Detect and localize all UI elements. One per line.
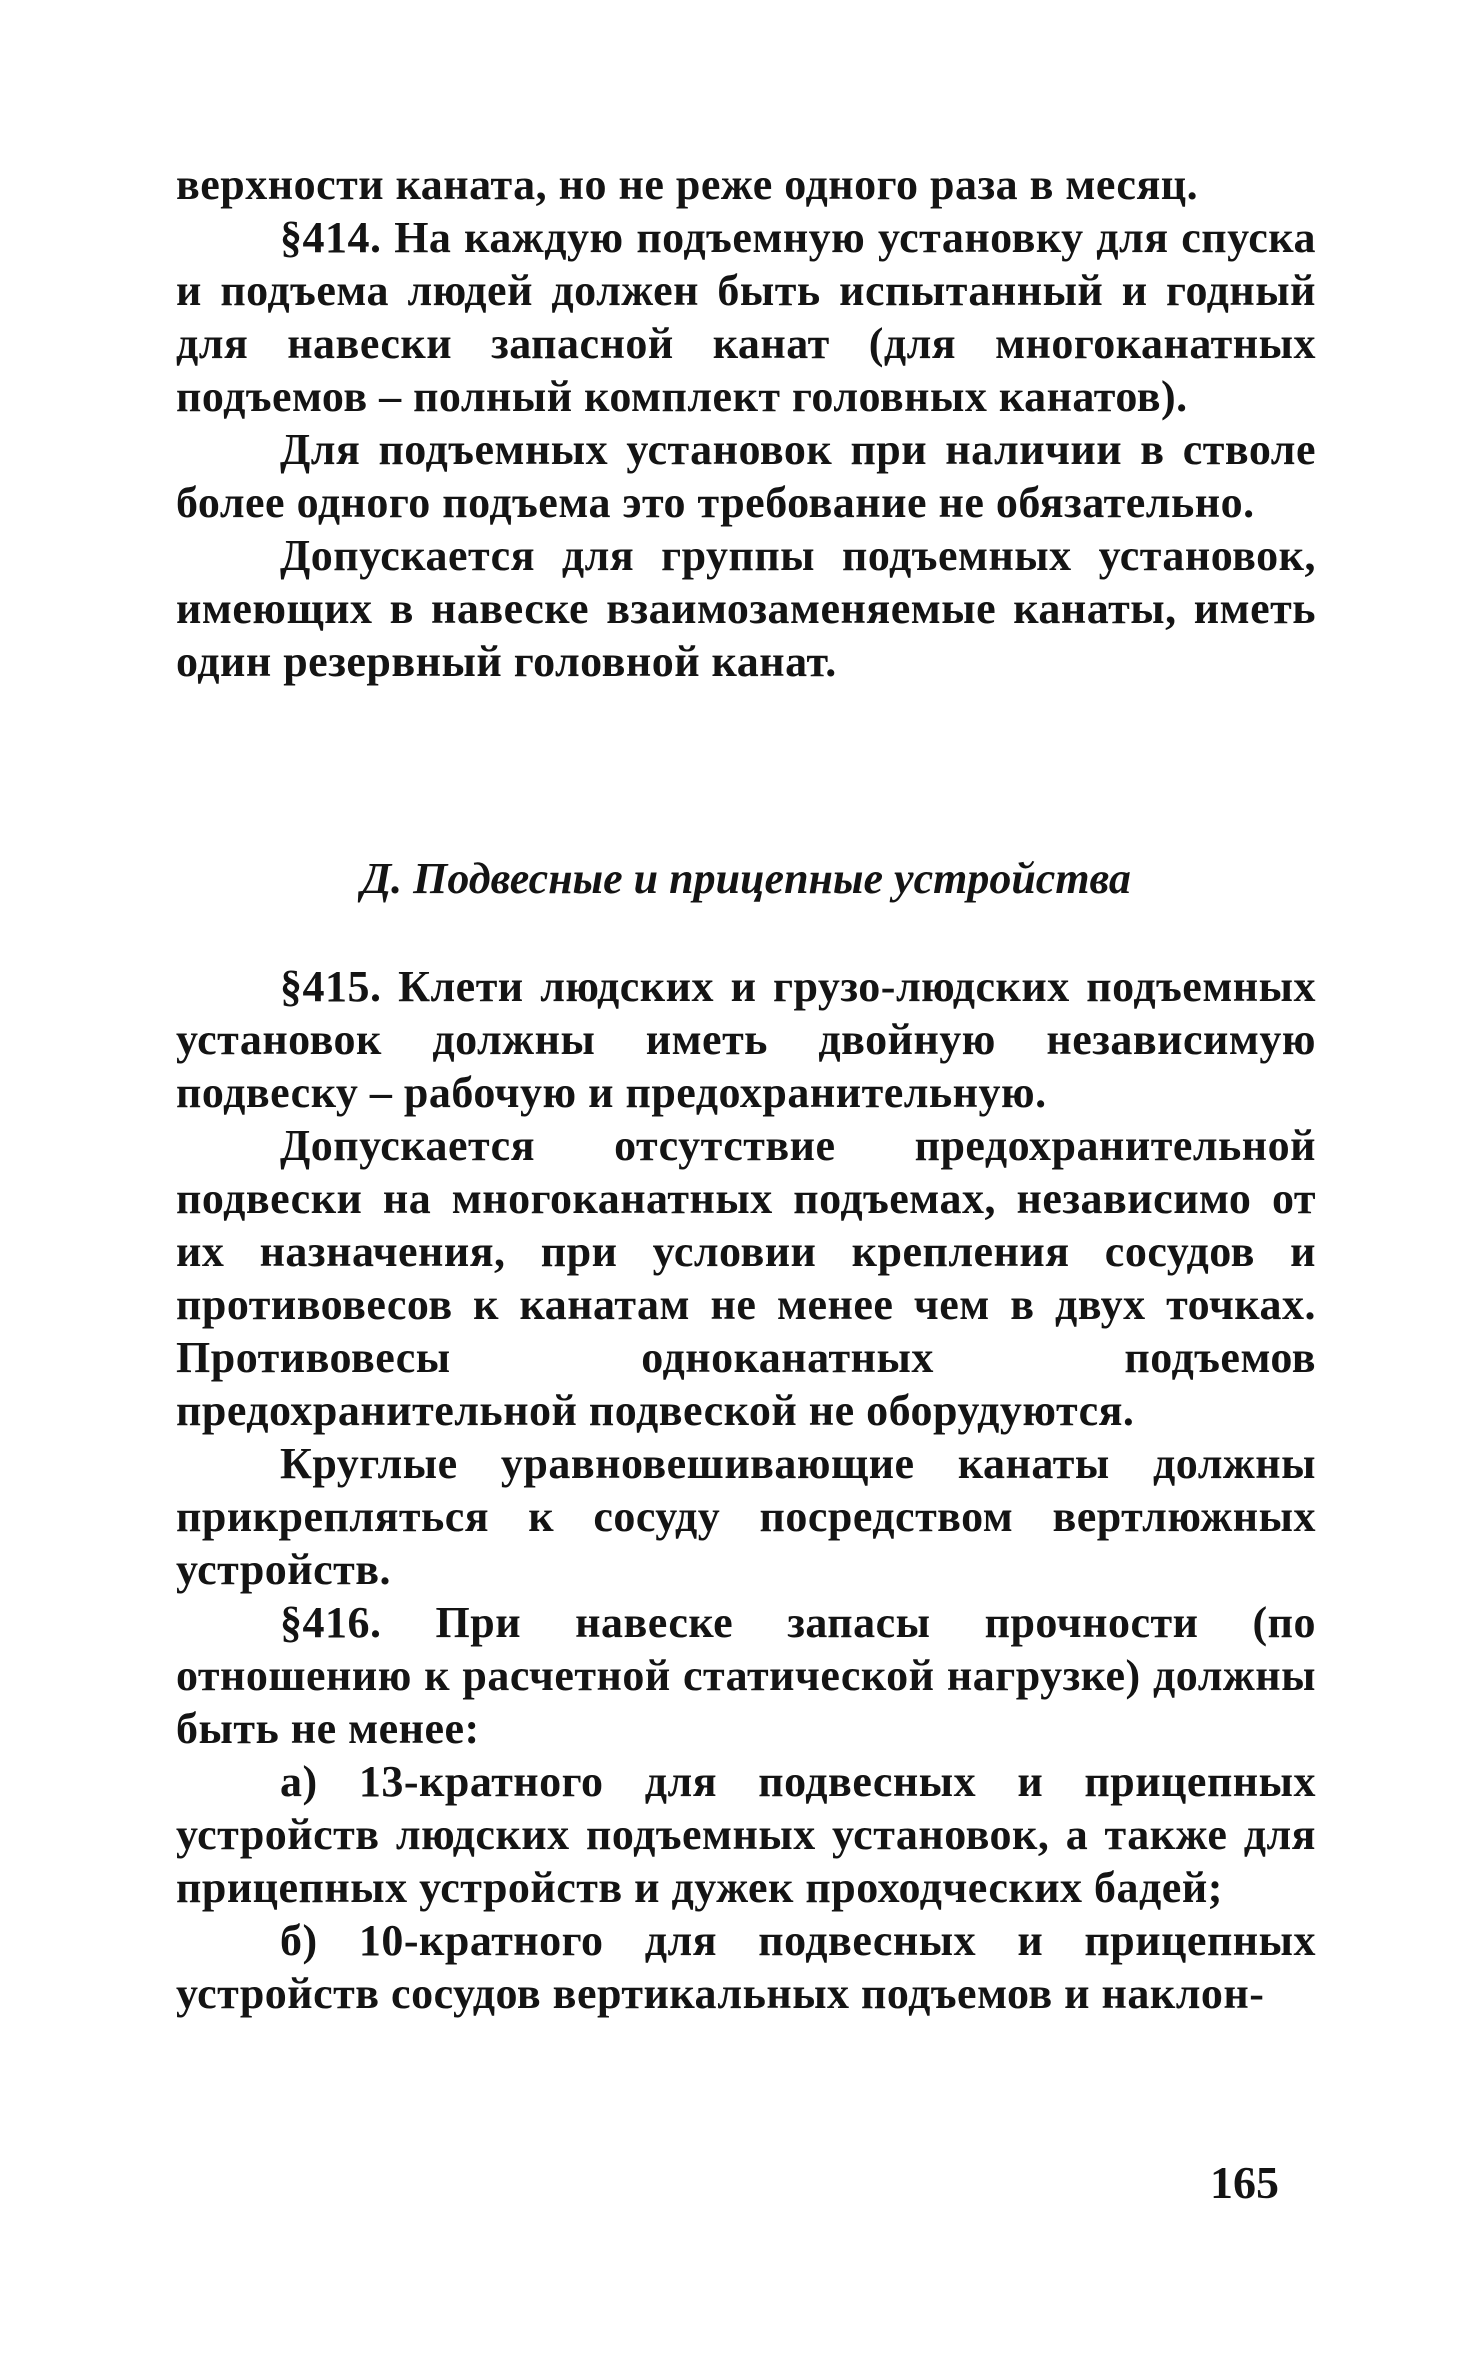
top-text-section	[176, 158, 1316, 688]
paragraph-415-ropes: Круглые уравновешивающие канаты должны прикрепляться к сосуду посредством вертлюжных устройств.	[176, 1439, 1316, 1594]
paragraph-414-allowance: Допускается для группы подъемных установок, имеющих в навеске взаимозаменяемые канаты, иметь один резервный головной канат.	[176, 531, 1316, 686]
paragraph-continuation: верхности каната, но не реже одного раза в месяц.	[176, 160, 1199, 209]
paragraph-415-allowance: Допускается отсутствие предохранительной подвески на многоканатных подъемах, независимо от их назначения, при условии крепления сосудов и противовесов к канатам не менее чем в двух точках. Противовесы одноканатных подъемов предохранительной подвеской не оборудуются.	[176, 1121, 1316, 1435]
paragraph-416: §416. При навеске запасы прочности (по отношению к расчетной статической нагрузке) должны быть не менее:	[176, 1598, 1316, 1753]
paragraph-414-note: Для подъемных установок при наличии в стволе более одного подъема это требование не обязательно.	[176, 425, 1316, 527]
section-heading: Д. Подвесные и прицепные устройства	[361, 854, 1131, 903]
paragraph-415: §415. Клети людских и грузо-людских подъемных установок должны иметь двойную независимую подвеску – рабочую и предохранительную.	[176, 962, 1316, 1117]
list-item-b: б) 10-кратного для подвесных и прицепных устройств сосудов вертикальных подъемов и наклон-	[176, 1916, 1316, 2018]
paragraph-414: §414. На каждую подъемную установку для спуска и подъема людей должен быть испытанный и годный для навески запасной канат (для многоканатных подъемов – полный комплект головных канатов).	[176, 213, 1316, 421]
page-number: 165	[1210, 2157, 1279, 2208]
bottom-text-section	[176, 960, 1316, 2020]
list-item-a: а) 13-кратного для подвесных и прицепных устройств людских подъемных установок, а также для прицепных устройств и дужек проходческих бадей;	[176, 1757, 1316, 1912]
